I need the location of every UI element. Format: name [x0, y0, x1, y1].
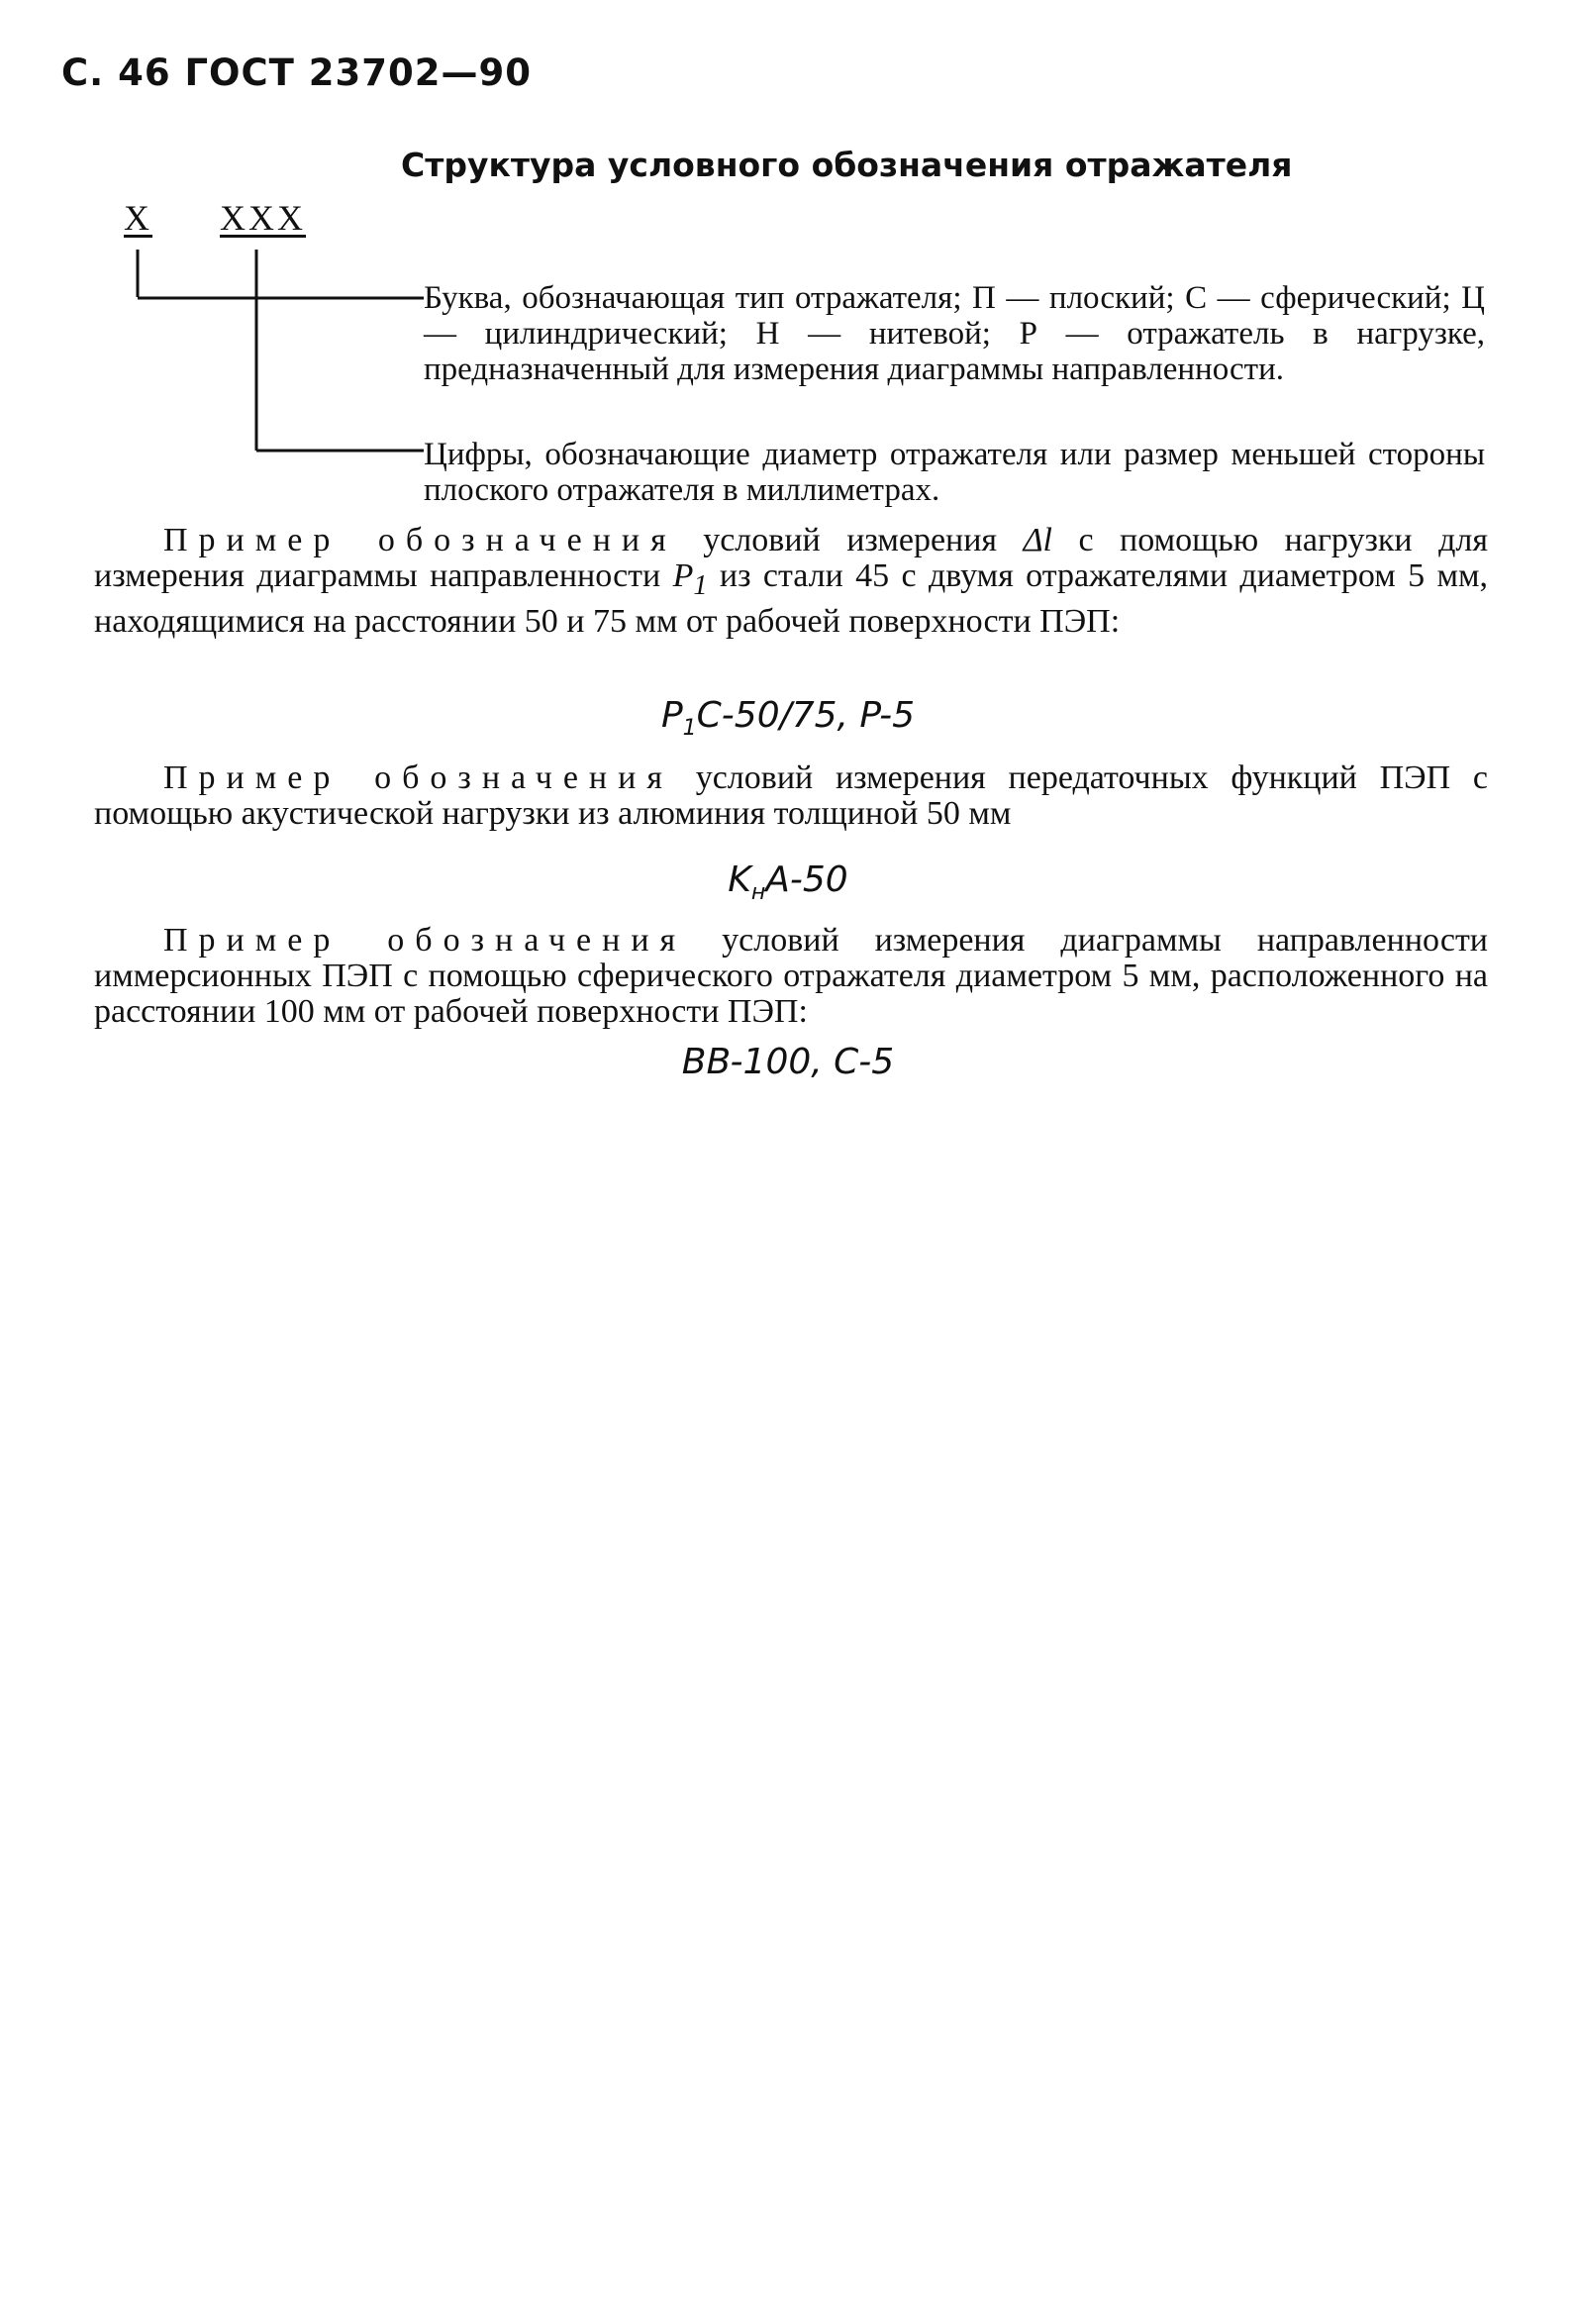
symbol-letter: X	[124, 198, 152, 238]
structure-item-type: Буква, обозначающая тип отражателя; П — плоский; С — сферический; Ц — цилиндрический; Н — нитевой; Р — отражатель в нагрузке, предназначенный для измерения диаграммы направленности.	[424, 280, 1485, 387]
example-paragraph-2: Пример обозначения условий измерения передаточных функций ПЭП с помощью акустической нагрузки из алюминия толщиной 50 мм	[94, 759, 1488, 832]
section-title: Структура условного обозначения отражателя	[401, 146, 1293, 184]
structure-item-size: Цифры, обозначающие диаметр отражателя или размер меньшей стороны плоского отражателя в миллиметрах.	[424, 437, 1485, 508]
example-lead: Пример обозначения	[163, 759, 673, 796]
delta-l-symbol: Δl	[1023, 522, 1052, 558]
formula-3: BB-100, C-5	[681, 1042, 895, 1082]
formula-2: $K_нA-50$	[728, 859, 848, 906]
example-paragraph-1: Пример обозначения условий измерения Δl с помощью нагрузки для измерения диаграммы направленности $P_1$ из стали 45 с двумя отражателями диаметром 5 мм, находящимися на расстоянии 50 и 75 мм от рабочей поверхности ПЭП:	[94, 522, 1488, 640]
symbol-digits: XXX	[220, 198, 306, 238]
page-header: С. 46 ГОСТ 23702—90	[61, 51, 532, 94]
example-paragraph-3: Пример обозначения условий измерения диаграммы направленности иммерсионных ПЭП с помощью сферического отражателя диаметром 5 мм, расположенного на расстоянии 100 мм от рабочей поверхности ПЭП:	[94, 922, 1489, 1030]
example-lead: Пример обозначения	[163, 522, 677, 558]
formula-1: $P_1C-50/75$, P-5	[660, 695, 916, 742]
example-lead: Пример обозначения	[163, 922, 687, 959]
p-symbol: $P_1$	[672, 557, 708, 601]
